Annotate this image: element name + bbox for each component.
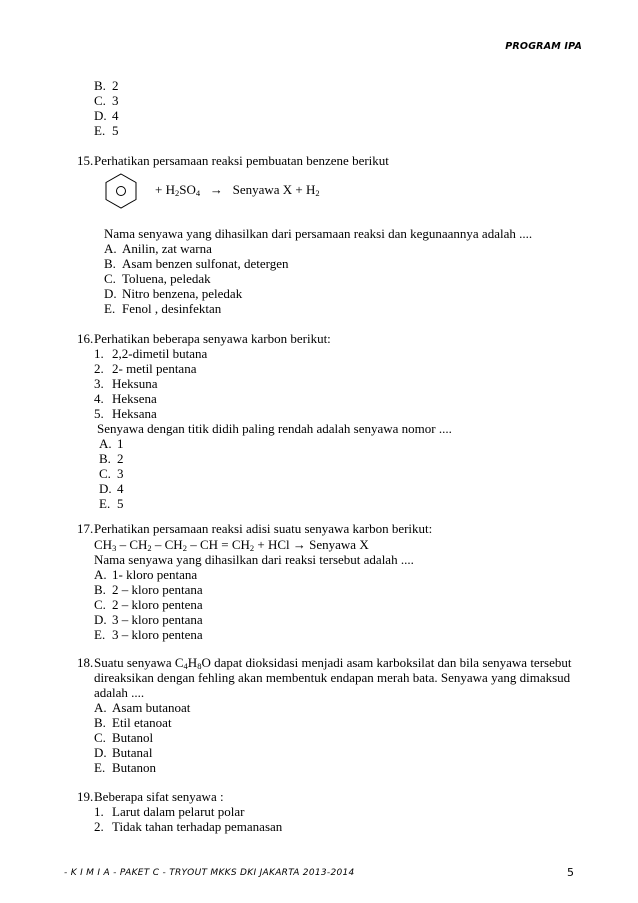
q18-option-d: D. Butanal <box>94 745 153 760</box>
q15-option-b: B. Asam benzen sulfonat, detergen <box>104 256 289 271</box>
q18-option-b: B. Etil etanoat <box>94 715 172 730</box>
page-number: 5 <box>567 866 574 879</box>
benzene-ring-icon <box>102 172 140 210</box>
q15-question: Nama senyawa yang dihasilkan dari persamaan reaksi dan kegunaannya adalah .... <box>104 226 533 241</box>
q18-option-a: A. Asam butanoat <box>94 700 191 715</box>
q16-option-b: B. 2 <box>99 451 124 466</box>
q16-compound-1: 1. 2,2-dimetil butana <box>94 346 208 361</box>
q15-option-e: E. Fenol , desinfektan <box>104 301 222 316</box>
q17-option-d: D. 3 – kloro pentana <box>94 612 203 627</box>
q17-equation: $CH_3 - CH_2 - CH_2$ – CH = $CH_2$ + HCl → Senyawa X <box>94 537 369 553</box>
q17-option-e: E. 3 – kloro pentena <box>94 627 203 642</box>
q18-option-e: E. Butanon <box>94 760 157 775</box>
q14-option-e: E. 5 <box>94 123 119 138</box>
program-header: PROGRAM IPA <box>505 41 582 52</box>
q15-option-d: D. Nitro benzena, peledak <box>104 286 243 301</box>
q18-option-c: C. Butanol <box>94 730 154 745</box>
q15-reaction: + $H_2SO_4$ → Senyawa $X + H_2$ <box>155 182 320 198</box>
q18-line-2: direaksikan dengan fehling akan membentuk endapan merah bata. Senyawa yang dimaksud <box>94 670 571 685</box>
q17-question: Nama senyawa yang dihasilkan dari reaksi tersebut adalah .... <box>94 552 414 567</box>
q19-stem: 19.Beberapa sifat senyawa : <box>77 789 224 804</box>
q17-stem: 17.Perhatikan persamaan reaksi adisi suatu senyawa karbon berikut: <box>77 521 433 536</box>
q14-option-b: B. 2 <box>94 78 119 93</box>
q16-option-a: A. 1 <box>99 436 124 451</box>
q19-item-1: 1. Larut dalam pelarut polar <box>94 804 245 819</box>
q16-stem: 16.Perhatikan beberapa senyawa karbon berikut: <box>77 331 331 346</box>
q14-option-d: D. 4 <box>94 108 119 123</box>
q16-compound-5: 5. Heksana <box>94 406 157 421</box>
q19-item-2: 2. Tidak tahan terhadap pemanasan <box>94 819 283 834</box>
q15-stem: 15.Perhatikan persamaan reaksi pembuatan benzene berikut <box>77 153 389 168</box>
q16-option-d: D. 4 <box>99 481 124 496</box>
q16-compound-2: 2. 2- metil pentana <box>94 361 197 376</box>
q16-question: Senyawa dengan titik didih paling rendah adalah senyawa nomor .... <box>97 421 452 436</box>
q18-line-1: 18.Suatu senyawa $C_4H_8O$ dapat dioksidasi menjadi asam karboksilat dan bila senyawa tersebut <box>77 655 572 671</box>
q18-line-3: adalah .... <box>94 685 145 700</box>
q17-option-b: B. 2 – kloro pentana <box>94 582 203 597</box>
footer-text: - K I M I A - PAKET C - TRYOUT MKKS DKI JAKARTA 2013-2014 <box>64 868 355 878</box>
q16-option-c: C. 3 <box>99 466 124 481</box>
q16-option-e: E. 5 <box>99 496 124 511</box>
q16-compound-3: 3. Heksuna <box>94 376 158 391</box>
q15-option-c: C. Toluena, peledak <box>104 271 211 286</box>
q17-option-c: C. 2 – kloro pentena <box>94 597 203 612</box>
q17-option-a: A. 1- kloro pentana <box>94 567 198 582</box>
q15-option-a: A. Anilin, zat warna <box>104 241 212 256</box>
q16-compound-4: 4. Heksena <box>94 391 157 406</box>
q14-option-c: C. 3 <box>94 93 119 108</box>
